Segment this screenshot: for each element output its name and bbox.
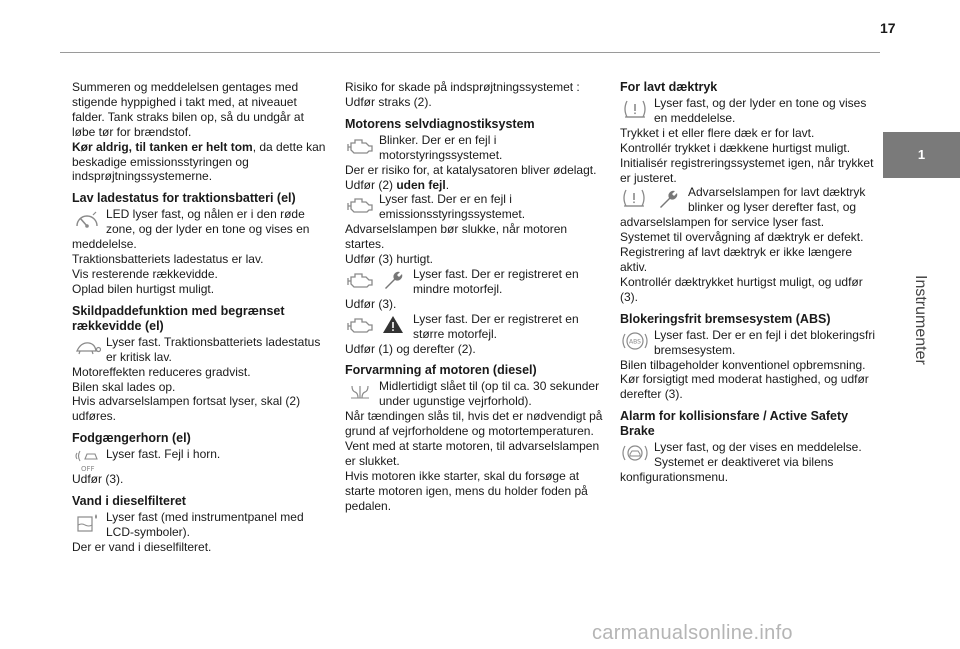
fuel-intro: Summeren og meddelelsen gentages med stigende hyppighed i takt med, at niveauet falder. Tank straks bilen op, så du undgår at løbe tør for brændstof.: [72, 80, 304, 139]
battery-gauge-icon: [72, 208, 102, 232]
collision-text: Lyser fast, og der vises en meddelelse. Systemet er deaktiveret via bilens konfigurationsmenu.: [620, 440, 862, 485]
fuel-warning: Kør aldrig, til tanken er helt tom, da dette kan beskadige emissionsstyringen og indsprøjtningssystemerne.: [72, 139, 326, 184]
watermark: carmanualsonline.info: [592, 622, 793, 644]
section-abs-title: Blokeringsfrit bremsesystem (ABS): [620, 311, 831, 326]
turtle-icon: [72, 336, 102, 360]
tyre-fault-text: Advarselslampen for lavt dæktryk blinker og lyser derefter fast, og advarselslampen for service lyser fast.: [620, 185, 866, 230]
water-filter-text: Lyser fast (med instrumentpanel med LCD-symboler).: [106, 510, 304, 540]
svg-text:ABS: ABS: [629, 338, 641, 346]
collision-brake-icon: [620, 441, 650, 465]
section-tyre-title: For lavt dæktryk: [620, 80, 718, 94]
svg-text:OFF: OFF: [81, 465, 95, 474]
engine-icon: [345, 193, 375, 217]
engine-icon: [345, 134, 375, 158]
turtle-text: Lyser fast. Traktionsbatteriets ladestatus er kritisk lav.: [106, 334, 321, 364]
traction-battery-text: LED lyser fast, og nålen er i den røde zone, og der lyder en tone og vises en meddelelse.: [72, 207, 310, 252]
section-traction-battery-title: Lav ladestatus for traktionsbatteri (el): [72, 191, 296, 206]
engine-wrench-icons: [345, 268, 409, 292]
horn-text: Lyser fast. Fejl i horn.: [106, 447, 221, 462]
section-selfdiag-title: Motorens selvdiagnostiksystem: [345, 116, 535, 131]
section-turtle-title: Skildpaddefunktion med begrænset rækkevidde (el): [72, 303, 285, 333]
preheat-text: Midlertidigt slået til (op til ca. 30 sekunder under ugunstige vejrforhold).: [379, 379, 600, 409]
section-water-filter-title: Vand i dieselfilteret: [72, 494, 186, 509]
selfdiag-fixed-text: Lyser fast. Der er en fejl i emissionsstyringssystemet.: [379, 192, 526, 222]
top-divider: [60, 52, 880, 53]
tyre-wrench-icons: [620, 186, 684, 210]
tyre-text: Lyser fast, og der lyder en tone og vises en meddelelse.: [654, 96, 867, 125]
page-number: 17: [880, 20, 896, 36]
chapter-title: Instrumenter: [912, 275, 929, 365]
column-1: Summeren og meddelelsen gentages med stigende hyppighed i takt med, at niveauet falder. Tank straks bilen op, så du undgår at løbe tør for brændstof. Kør aldrig, til tanken er helt tom, da dette kan beskadige emissionsstyringen og indsprøjtningssystemerne. Lav ladestatus for traktionsbatteri (el) LED lyser fast, og nålen er i den røde zone, og der lyder en tone og vises en meddelelse. Traktionsbatteriets ladestatus er lav. Vis resterende rækkevidde. Oplad bilen hurtigst muligt. Skildpaddefunktion med begrænset rækkevidde (el) Lyser fast. Traktionsbatteriets ladestatus er kritisk lav. Motoreffekten reduceres gradvist. Bilen skal lades op. Hvis advarselslampen fortsat lyser, skal (2) udføres. Fodgængerhorn (el) OFF Lyser fast. Fejl i horn. Udfør (3). Vand i dieselfilteret Lyser fast (med instrumentpanel med LCD-symboler). Der er vand i dieselfilteret.: [72, 80, 330, 555]
chapter-number: 1: [883, 132, 960, 178]
glow-plug-icon: [345, 380, 375, 404]
diesel-filter-water-icon: [72, 511, 102, 535]
section-collision-title: Alarm for kollisionsfare / Active Safety Brake: [620, 409, 849, 439]
selfdiag-blink-text: Blinker. Der er en fejl i motorstyringssystemet.: [379, 132, 503, 162]
abs-text: Lyser fast. Der er en fejl i det blokeringsfri bremsesystem.: [654, 327, 875, 357]
tyre-pressure-icon: [620, 97, 650, 121]
minor-fault-text: Lyser fast. Der er registreret en mindre motorfejl.: [413, 266, 579, 296]
column-3: For lavt dæktryk Lyser fast, og der lyder en tone og vises en meddelelse. Trykket i et eller flere dæk er for lavt. Kontrollér trykket i dækkene hurtigst muligt. Initialisér registreringssystemet igen, når trykket er justeret. Advarselslampen for lavt dæktryk blinker og lyser derefter fast, og advarselslampen for service lyser fast. Systemet til overvågning af dæktryk er defekt. Registrering af lavt dæktryk er ikke længere aktiv. Kontrollér dæktrykket hurtigst muligt, og udfør (3). Blokeringsfrit bremsesystem (ABS) ABS Lyser fast. Der er en fejl i det blokeringsfri bremsesystem. Bilen tilbageholder konventionel opbremsning. Kør forsigtigt med moderat hastighed, og udfør derefter (3). Alarm for kollisionsfare / Active Safety Brake Lyser fast, og der vises en meddelelse. Systemet er deaktiveret via bilens konfigurationsmenu.: [620, 80, 878, 485]
section-preheat-title: Forvarmning af motoren (diesel): [345, 363, 537, 378]
column-2: Risiko for skade på indsprøjtningssystemet : Udfør straks (2). Motorens selvdiagnostiksystem Blinker. Der er en fejl i motorstyringssystemet. Der er risiko for, at katalysatoren bliver ødelagt. Udfør (2) uden fejl. Lyser fast. Der er en fejl i emissionsstyringssystemet. Advarselslampen bør slukke, når motoren startes. Udfør (3) hurtigt. Lyser fast. Der er registreret en mindre motorfejl. Udfør (3). Lyser fast. Der er registreret en større motorfejl. Udfør (1) og derefter (2). Forvarmning af motoren (diesel) Midlertidigt slået til (op til ca. 30 sekunder under ugunstige vejrforhold). Når tændingen slås til, hvis det er nødvendigt på grund af vejrforholdene og motortemperaturen. Vent med at starte motoren, til advarselslampen er slukket. Hvis motoren ikke starter, skal du forsøge at starte motoren igen, mens du holder foden på pedalen.: [345, 80, 607, 514]
engine-warning-icons: [345, 313, 409, 337]
chapter-tab[interactable]: [883, 132, 960, 496]
major-fault-text: Lyser fast. Der er registreret en større motorfejl.: [413, 311, 579, 341]
injection-risk-text: Risiko for skade på indsprøjtningssystemet : Udfør straks (2).: [345, 80, 580, 109]
section-horn-title: Fodgængerhorn (el): [72, 431, 191, 446]
pedestrian-horn-icon: [72, 448, 102, 472]
abs-icon: [620, 329, 650, 353]
